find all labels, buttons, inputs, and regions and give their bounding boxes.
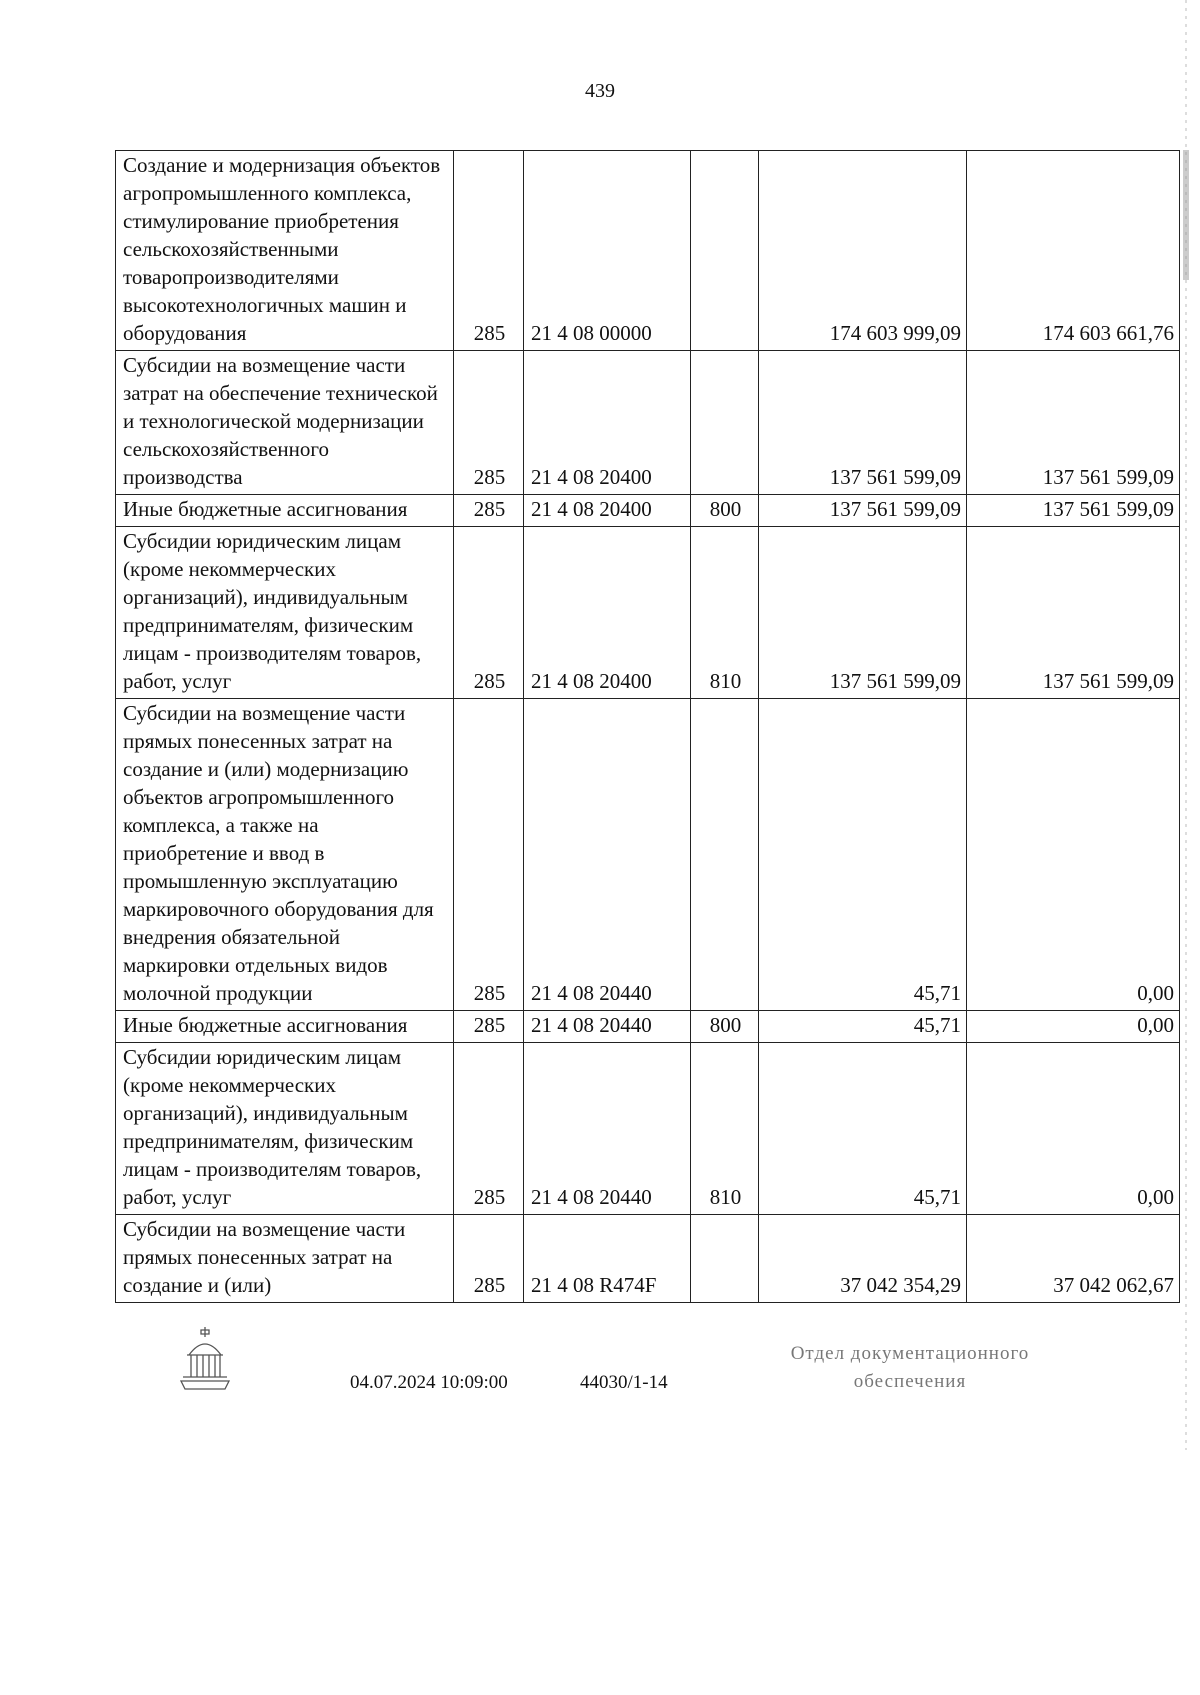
table-row	[116, 699, 1180, 1011]
row-amount-executed: 0,00	[967, 1043, 1180, 1215]
row-admin-code: 285	[454, 699, 524, 1011]
row-amount-executed: 174 603 661,76	[967, 151, 1180, 351]
row-amount-planned: 174 603 999,09	[759, 151, 967, 351]
page-number: 439	[585, 80, 615, 102]
table-row	[116, 1215, 1180, 1303]
scan-edge-artifact	[1182, 0, 1190, 1450]
row-amount-executed: 137 561 599,09	[967, 527, 1180, 699]
row-amount-executed: 0,00	[967, 1011, 1180, 1043]
row-expense-type	[691, 151, 759, 351]
row-amount-executed: 37 042 062,67	[967, 1215, 1180, 1303]
row-amount-planned: 45,71	[759, 1011, 967, 1043]
row-admin-code: 285	[454, 351, 524, 495]
stamp-line-2: обеспечения	[853, 1371, 967, 1392]
row-admin-code: 285	[454, 151, 524, 351]
row-name: Субсидии юридическим лицам (кроме некоммерческих организаций), индивидуальным предпринимателям, физическим лицам - производителям товаров, работ, услуг	[116, 527, 454, 699]
budget-table	[115, 150, 1180, 1303]
row-amount-planned: 137 561 599,09	[759, 527, 967, 699]
row-budget-code: 21 4 08 20440	[524, 1011, 691, 1043]
table-row	[116, 151, 1180, 351]
row-budget-code: 21 4 08 20440	[524, 699, 691, 1011]
row-amount-planned: 45,71	[759, 1043, 967, 1215]
row-budget-code: 21 4 08 20400	[524, 495, 691, 527]
row-amount-executed: 137 561 599,09	[967, 351, 1180, 495]
registration-number: 44030/1-14	[580, 1372, 668, 1393]
row-name: Субсидии на возмещение части прямых понесенных затрат на создание и (или) модернизацию объектов агропромышленного комплекса, а также на приобретение и ввод в промышленную эксплуатацию маркировочного оборудования для внедрения обязательной маркировки отдельных видов молочной продукции	[116, 699, 454, 1011]
row-expense-type: 800	[691, 1011, 759, 1043]
table-row	[116, 495, 1180, 527]
row-expense-type	[691, 351, 759, 495]
row-expense-type: 810	[691, 527, 759, 699]
row-amount-planned: 137 561 599,09	[759, 351, 967, 495]
row-admin-code: 285	[454, 495, 524, 527]
row-name: Иные бюджетные ассигнования	[116, 1011, 454, 1043]
row-name: Создание и модернизация объектов агропромышленного комплекса, стимулирование приобретения сельскохозяйственными товаропроизводителями высокотехнологичных машин и оборудования	[116, 151, 454, 351]
row-name: Субсидии юридическим лицам (кроме некоммерческих организаций), индивидуальным предпринимателям, физическим лицам - производителям товаров, работ, услуг	[116, 1043, 454, 1215]
row-amount-planned: 45,71	[759, 699, 967, 1011]
row-budget-code: 21 4 08 20400	[524, 527, 691, 699]
budget-table-body	[116, 151, 1180, 1303]
table-row	[116, 1043, 1180, 1215]
row-amount-executed: 0,00	[967, 699, 1180, 1011]
row-amount-executed: 137 561 599,09	[967, 495, 1180, 527]
row-expense-type	[691, 699, 759, 1011]
row-amount-planned: 137 561 599,09	[759, 495, 967, 527]
table-row	[116, 1011, 1180, 1043]
row-budget-code: 21 4 08 00000	[524, 151, 691, 351]
row-expense-type	[691, 1215, 759, 1303]
table-row	[116, 351, 1180, 495]
table-row	[116, 527, 1180, 699]
row-budget-code: 21 4 08 20400	[524, 351, 691, 495]
row-expense-type: 810	[691, 1043, 759, 1215]
row-budget-code: 21 4 08 20440	[524, 1043, 691, 1215]
row-admin-code: 285	[454, 1215, 524, 1303]
stamp-line-1: Отдел документационного	[790, 1343, 1030, 1364]
row-admin-code: 285	[454, 1011, 524, 1043]
row-name: Иные бюджетные ассигнования	[116, 495, 454, 527]
duma-building-logo-icon	[175, 1325, 235, 1393]
row-name: Субсидии на возмещение части затрат на обеспечение технической и технологической модернизации сельскохозяйственного производства	[116, 351, 454, 495]
row-name: Субсидии на возмещение части прямых понесенных затрат на создание и (или)	[116, 1215, 454, 1303]
row-budget-code: 21 4 08 R474F	[524, 1215, 691, 1303]
document-date: 04.07.2024 10:09:00	[350, 1372, 508, 1393]
row-admin-code: 285	[454, 527, 524, 699]
row-amount-planned: 37 042 354,29	[759, 1215, 967, 1303]
row-expense-type: 800	[691, 495, 759, 527]
row-admin-code: 285	[454, 1043, 524, 1215]
department-stamp	[760, 1340, 1060, 1396]
